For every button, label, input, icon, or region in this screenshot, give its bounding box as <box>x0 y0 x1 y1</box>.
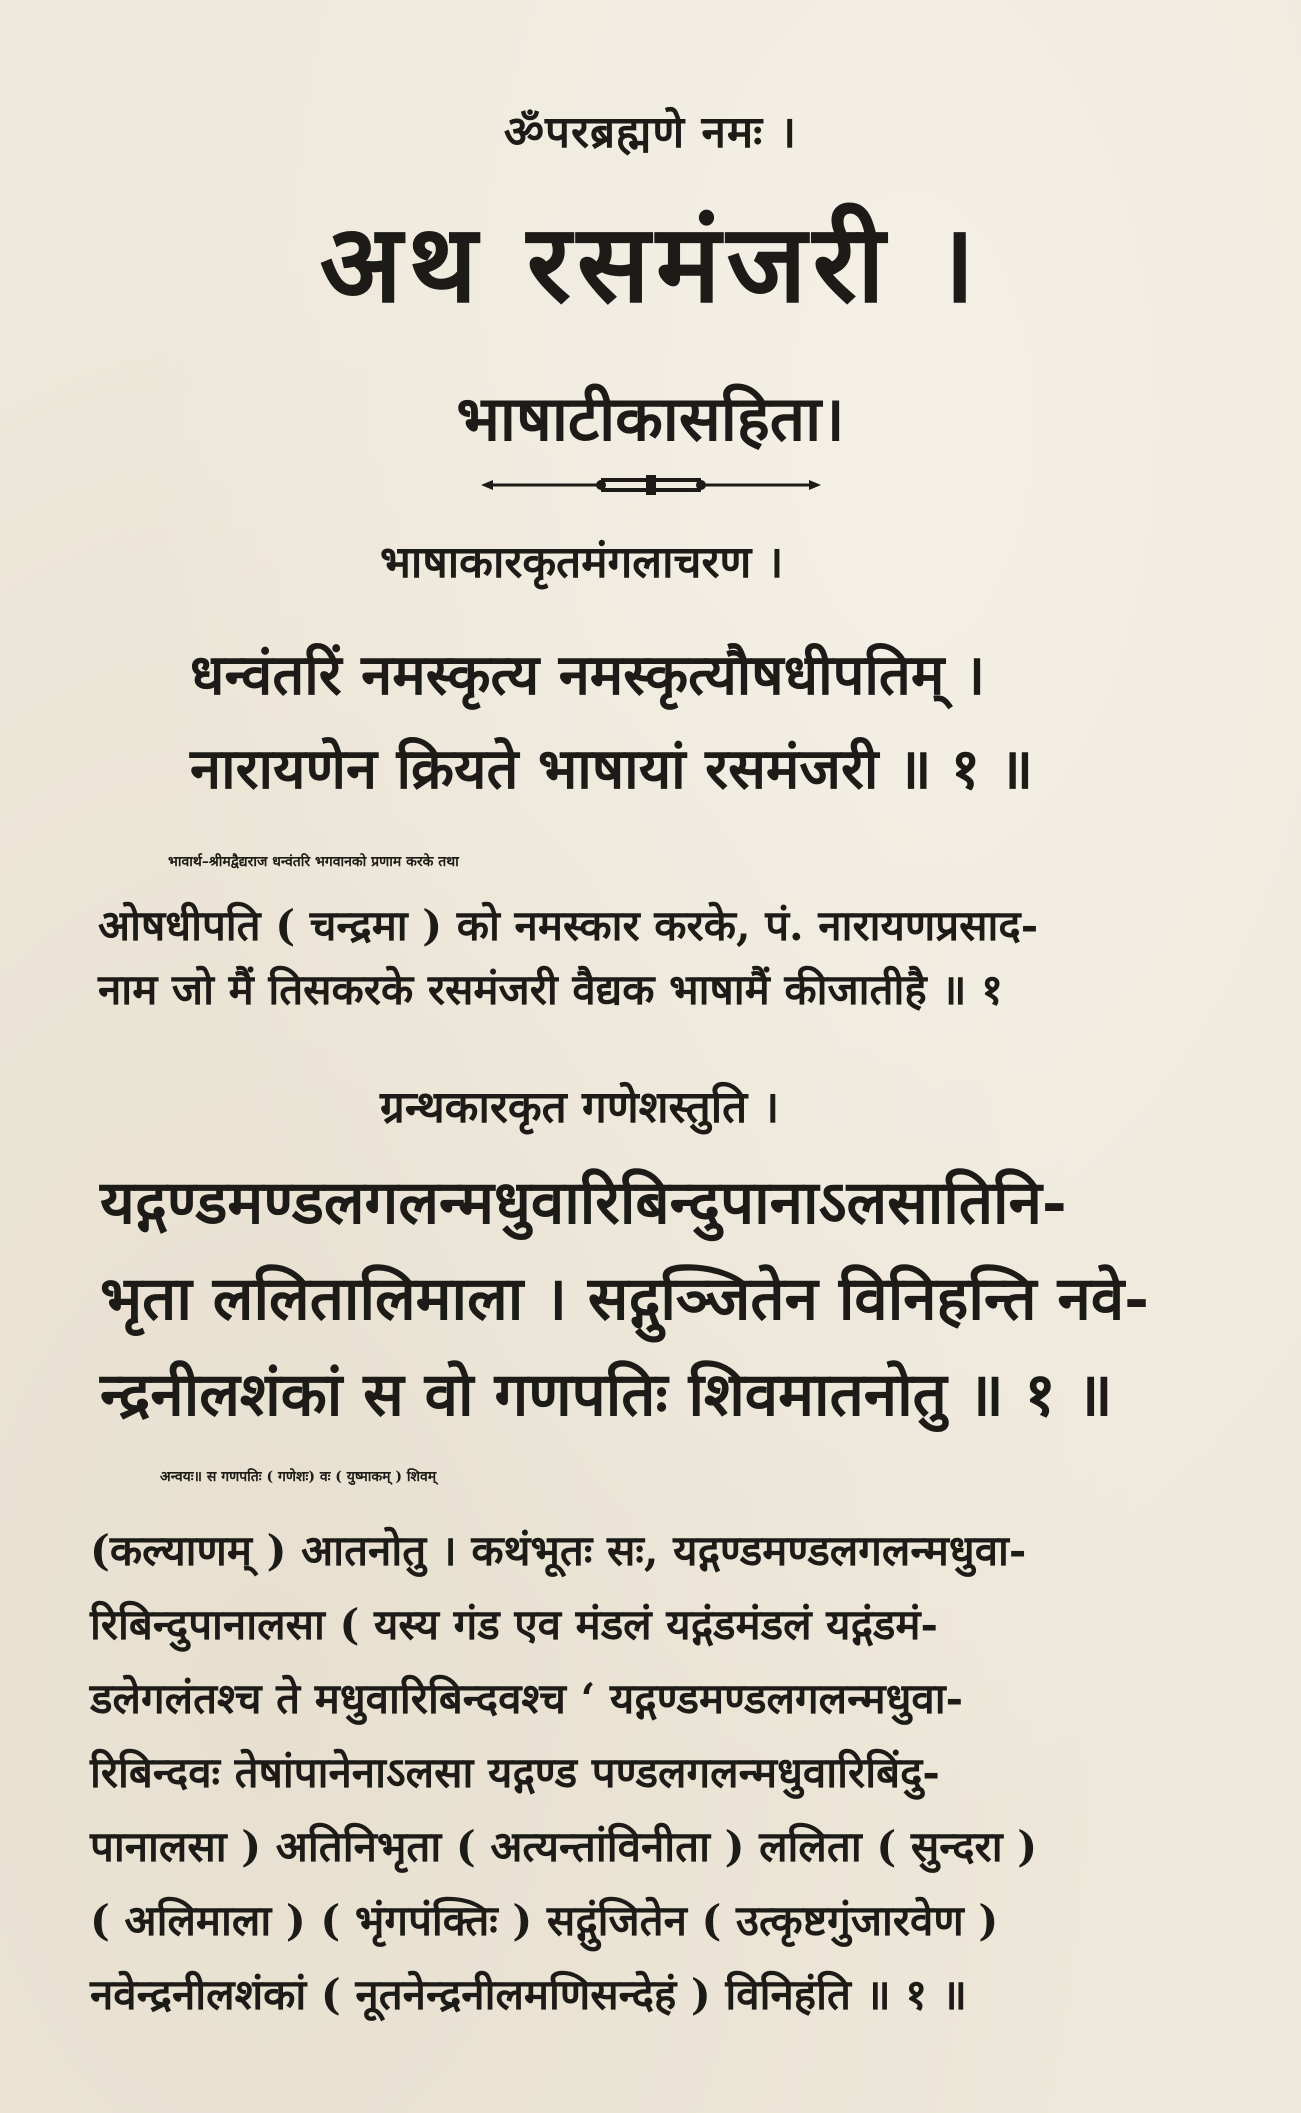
verse-line: भृता ललितालिमाला । सद्गुञ्जितेन विनिहन्ति नवे- <box>100 1264 1150 1334</box>
invocation-line: ॐपरब्रह्मणे नमः । <box>503 107 798 158</box>
anvaya-line: पानालसा ) अतिनिभृता ( अत्यन्तांविनीता ) ललिता ( सुन्दरा ) <box>90 1822 1038 1871</box>
page-title: अथ रसमंजरी । <box>319 201 982 327</box>
bhavarth-commentary <box>0 830 1301 1022</box>
commentary-line: ओषधीपति ( चन्द्रमा ) को नमस्कार करके, पं. नारायणप्रसाद- <box>98 901 1039 950</box>
commentary-line: नाम जो मैं तिसकरके रसमंजरी वैद्यक भाषामैं कीजातीहै ॥ १ <box>98 965 1003 1014</box>
mangalacharan-verse <box>0 628 1301 816</box>
ganesh-stuti-verse <box>0 1155 1301 1443</box>
section-heading-mangalacharan: भाषाकारकृतमंगलाचरण । <box>380 537 784 588</box>
verse-line: न्द्रनीलशंकां स वो गणपतिः शिवमातनोतु ॥ १ ॥ <box>100 1360 1113 1430</box>
anvaya-line: रिबिन्दुपानालसा ( यस्य गंड एव मंडलं यद्गंडमंडलं यद्गंडमं- <box>90 1600 938 1649</box>
commentary-line: भावार्थ–श्रीमद्वैद्यराज धन्वंतरि भगवानको प्रणाम करके तथा <box>168 854 459 870</box>
anvaya-explanation <box>0 1440 1301 2032</box>
anvaya-line: डलेगलंतश्च ते मधुवारिबिन्दवश्च ‘ यद्गण्डमण्डलगलन्मधुवा- <box>90 1674 964 1723</box>
anvaya-line: (कल्याणम् ) आतनोतु । कथंभूतः सः, यद्गण्डमण्डलगलन्मधुवा- <box>90 1526 1027 1575</box>
page-subtitle: भाषाटीकासहिता। <box>456 382 845 455</box>
ornamental-divider <box>0 470 1301 500</box>
anvaya-line: अन्वयः॥ स गणपतिः ( गणेशः) वः ( युष्माकम् ) शिवम् <box>160 1469 437 1485</box>
section-heading-ganesh-stuti: ग्रन्थकारकृत गणेशस्तुति । <box>380 1082 780 1133</box>
verse-line: यद्गण्डमण्डलगलन्मधुवारिबिन्दुपानाऽलसातिनि- <box>100 1168 1067 1238</box>
verse-line: धन्वंतरिं नमस्कृत्य नमस्कृत्यौषधीपतिम् । <box>190 642 986 708</box>
verse-line: नारायणेन क्रियते भाषायां रसमंजरी ॥ १ ॥ <box>190 736 1034 802</box>
anvaya-line: रिबिन्दवः तेषांपानेनाऽलसा यद्गण्ड पण्डलगलन्मधुवारिबिंदु- <box>90 1748 940 1797</box>
anvaya-line: नवेन्द्रनीलशंकां ( नूतनेन्द्रनीलमणिसन्देहं ) विनिहंति ॥ १ ॥ <box>90 1970 967 2019</box>
ornament-icon <box>481 470 821 500</box>
anvaya-line: ( अलिमाला ) ( भृंगपंक्तिः ) सद्गुंजितेन ( उत्कृष्टगुंजारवेण ) <box>90 1896 999 1945</box>
